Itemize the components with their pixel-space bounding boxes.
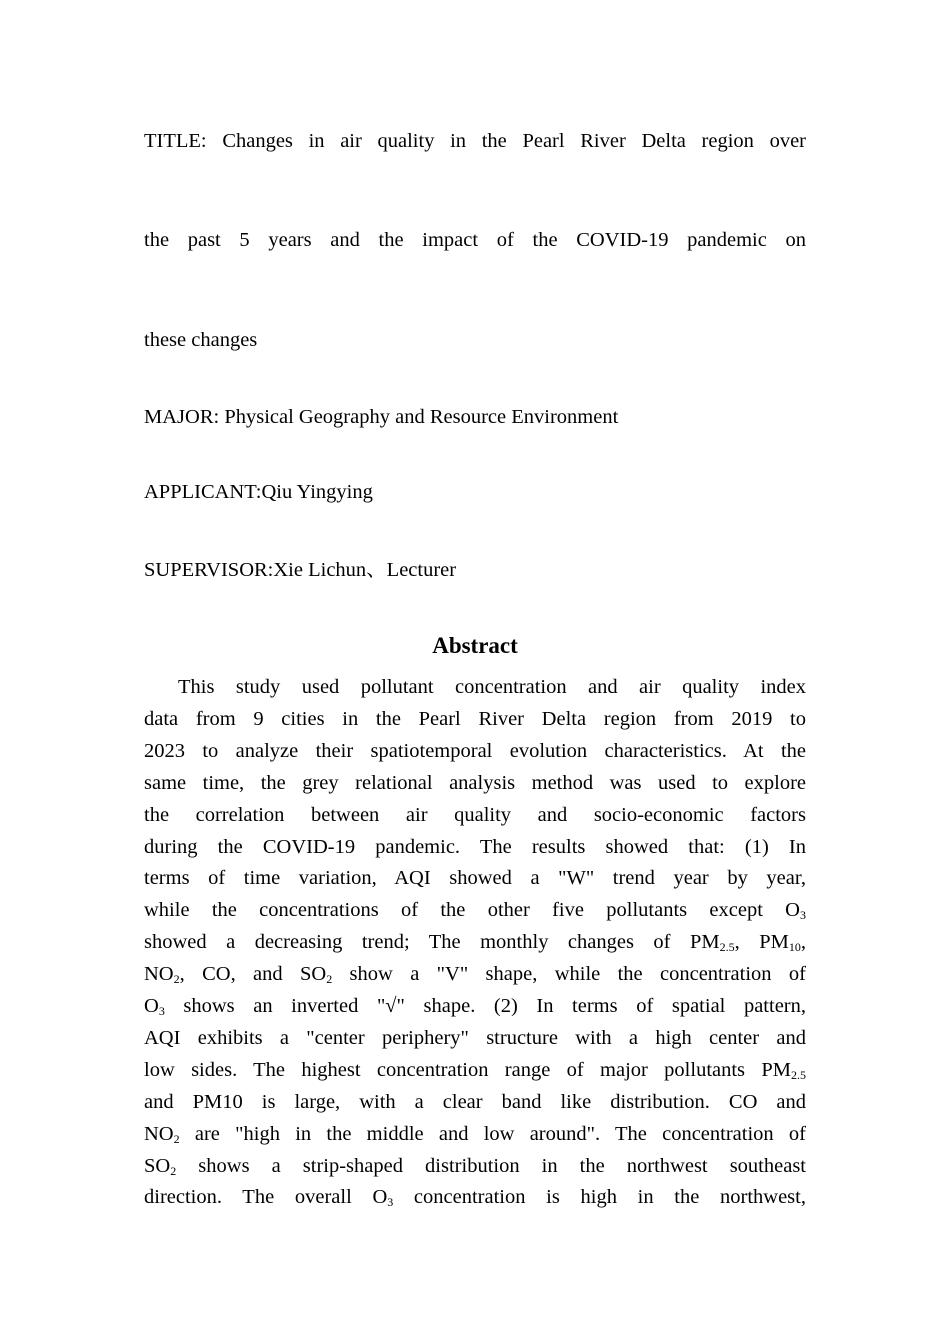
title-label: TITLE: <box>144 130 207 152</box>
abstract-line: This study used pollutant concentration and air quality index <box>178 676 806 698</box>
abstract-line: AQI exhibits a "center periphery" structure with a high center and <box>144 1026 806 1049</box>
applicant-value: Qiu Yingying <box>261 481 373 503</box>
major-value: Physical Geography and Resource Environment <box>224 406 619 428</box>
title-line-1 <box>144 128 806 154</box>
abstract-line: same time, the grey relational analysis method was used to explore <box>144 771 806 794</box>
abstract-line: low sides. The highest concentration range of major pollutants $PM_{2.5}$ <box>144 1058 806 1082</box>
title-line-3: these changes <box>144 329 258 351</box>
supervisor-value: Xie Lichun、Lecturer <box>273 559 457 581</box>
abstract-line: $NO_2$ are "high in the middle and low around". The concentration of <box>144 1122 806 1146</box>
abstract-line: the correlation between air quality and socio-economic factors <box>144 803 806 826</box>
abstract-line: $O_3$ shows an inverted "√" shape. (2) In terms of spatial pattern, <box>144 995 806 1018</box>
abstract-heading: Abstract <box>432 633 518 658</box>
abstract-line: during the COVID-19 pandemic. The results showed that: (1) In <box>144 835 806 858</box>
title-line-2: the past 5 years and the impact of the COVID-19 pandemic on <box>144 229 806 251</box>
title-text-1: Changes in air quality in the Pearl River Delta region over <box>222 130 807 152</box>
abstract-line: and PM10 is large, with a clear band like distribution. CO and <box>144 1090 806 1113</box>
supervisor-label: SUPERVISOR: <box>144 559 274 581</box>
abstract-line: direction. The overall $O_3$ concentration is high in the northwest, <box>144 1186 806 1210</box>
abstract-line: showed a decreasing trend; The monthly changes of $PM_{2.5}$, $PM_{10}$, <box>144 931 806 955</box>
abstract-line: $SO_2$ shows a strip-shaped distribution in the northwest southeast <box>144 1154 806 1178</box>
abstract-line: while the concentrations of the other five pollutants except $O_3$ <box>144 899 806 923</box>
applicant-line <box>144 479 806 505</box>
major-label: MAJOR: <box>144 406 220 428</box>
applicant-label: APPLICANT: <box>144 481 262 503</box>
supervisor-line <box>144 557 806 583</box>
abstract-line: 2023 to analyze their spatiotemporal evolution characteristics. At the <box>144 739 806 762</box>
abstract-line: terms of time variation, AQI showed a "W" trend year by year, <box>144 867 806 890</box>
abstract-line: $NO_2$, CO, and $SO_2$ show a "V" shape, while the concentration of <box>144 963 806 987</box>
major-line <box>144 404 806 430</box>
abstract-line: data from 9 cities in the Pearl River Delta region from 2019 to <box>144 707 806 730</box>
